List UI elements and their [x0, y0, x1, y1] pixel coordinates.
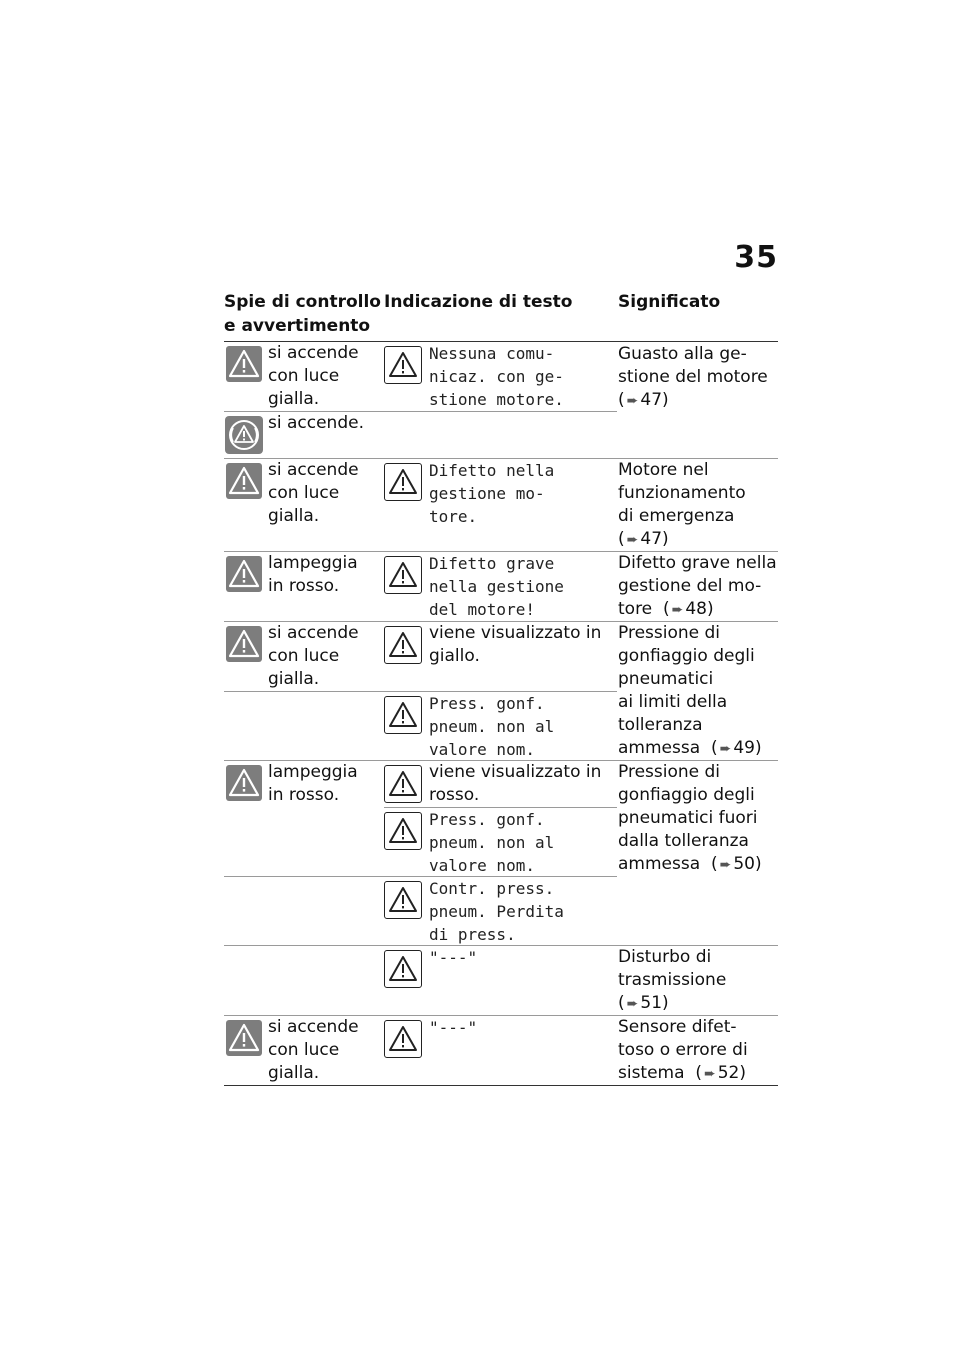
page-number: 35	[734, 240, 778, 275]
meaning-text: Difetto grave nella gestione del mo- tore ( ➨ 48)	[618, 552, 777, 622]
round-warning-lamp-icon	[225, 416, 263, 454]
page-reference-arrow-icon: ➨	[719, 857, 732, 873]
column-header-lamps	[224, 290, 381, 338]
display-message-text: "---"	[429, 948, 478, 967]
meaning-text: Sensore difet- toso o errore di sistema ( ➨ 52)	[618, 1016, 748, 1086]
page-reference[interactable]: 47)	[640, 529, 669, 549]
display-message-text: Difetto nella gestione mo- tore.	[429, 461, 555, 526]
meaning-text: Guasto alla ge- stione del motore ( ➨ 47)	[618, 343, 768, 413]
meaning-text: Pressione di gonfiaggio degli pneumatici ai limiti della tolleranza ammessa ( ➨ 49)	[618, 622, 762, 761]
page-reference-arrow-icon: ➨	[626, 393, 639, 409]
lamp-state-text: si accende.	[268, 413, 364, 433]
display-description-text: viene visualizzato in giallo.	[429, 623, 602, 666]
lamp-state-text: si accende con luce gialla.	[268, 623, 359, 689]
meaning-text: Disturbo di trasmissione ( ➨ 51)	[618, 946, 726, 1016]
display-description-text: viene visualizzato in rosso.	[429, 762, 602, 805]
meaning-text: Motore nel funzionamento di emergenza ( ➨ 47)	[618, 459, 746, 552]
column-header-lamps-line1: Spie di controllo	[224, 292, 381, 312]
warning-triangle-display-icon	[384, 626, 422, 664]
warning-triangle-lamp-icon	[226, 556, 262, 592]
meaning-text: Pressione di gonfiaggio degli pneumatici fuori dalla tolleranza ammessa ( ➨ 50)	[618, 761, 762, 877]
page-reference[interactable]: 47)	[640, 390, 669, 410]
column-header-meaning: Significato	[618, 292, 721, 312]
row-divider	[224, 691, 617, 692]
warning-triangle-display-icon	[384, 950, 422, 988]
warning-triangle-display-icon	[384, 812, 422, 850]
page-reference[interactable]: 51)	[640, 993, 669, 1013]
warning-triangle-lamp-icon	[226, 626, 262, 662]
column-header-display-text: Indicazione di testo	[384, 292, 573, 312]
page-reference-arrow-icon: ➨	[626, 532, 639, 548]
warning-triangle-display-icon	[384, 463, 422, 501]
lamp-state-text: lampeggia in rosso.	[268, 553, 358, 596]
page-reference[interactable]: 52)	[717, 1063, 746, 1083]
warning-triangle-display-icon	[384, 696, 422, 734]
warning-triangle-display-icon	[384, 765, 422, 803]
page-reference-arrow-icon: ➨	[704, 1066, 716, 1082]
column-header-lamps-line2: e avvertimento	[224, 316, 371, 336]
warning-triangle-lamp-icon	[226, 1020, 262, 1056]
warning-triangle-lamp-icon	[226, 463, 262, 499]
warning-triangle-display-icon	[384, 346, 422, 384]
warning-triangle-display-icon	[384, 1020, 422, 1058]
page-reference[interactable]: 49)	[733, 738, 762, 758]
warning-triangle-lamp-icon	[226, 346, 262, 382]
display-message-text: Contr. press. pneum. Perdita di press.	[429, 879, 564, 944]
page-reference-arrow-icon: ➨	[671, 602, 684, 618]
warning-triangle-display-icon	[384, 556, 422, 594]
lamp-state-text: si accende con luce gialla.	[268, 343, 359, 409]
display-message-text: "---"	[429, 1018, 478, 1037]
page-reference-arrow-icon: ➨	[719, 741, 732, 757]
lamp-state-text: si accende con luce gialla.	[268, 460, 359, 526]
display-message-text: Difetto grave nella gestione del motore!	[429, 554, 564, 619]
page-reference[interactable]: 48)	[685, 599, 714, 619]
warning-triangle-lamp-icon	[226, 765, 262, 801]
lamp-state-text: lampeggia in rosso.	[268, 762, 358, 805]
display-message-text: Press. gonf. pneum. non al valore nom.	[429, 694, 555, 759]
lamp-state-text: si accende con luce gialla.	[268, 1017, 359, 1083]
display-message-text: Nessuna comu- nicaz. con ge- stione motore.	[429, 344, 564, 409]
display-message-text: Press. gonf. pneum. non al valore nom.	[429, 810, 555, 875]
page-reference[interactable]: 50)	[733, 854, 762, 874]
warning-triangle-display-icon	[384, 881, 422, 919]
page-reference-arrow-icon: ➨	[626, 996, 639, 1012]
